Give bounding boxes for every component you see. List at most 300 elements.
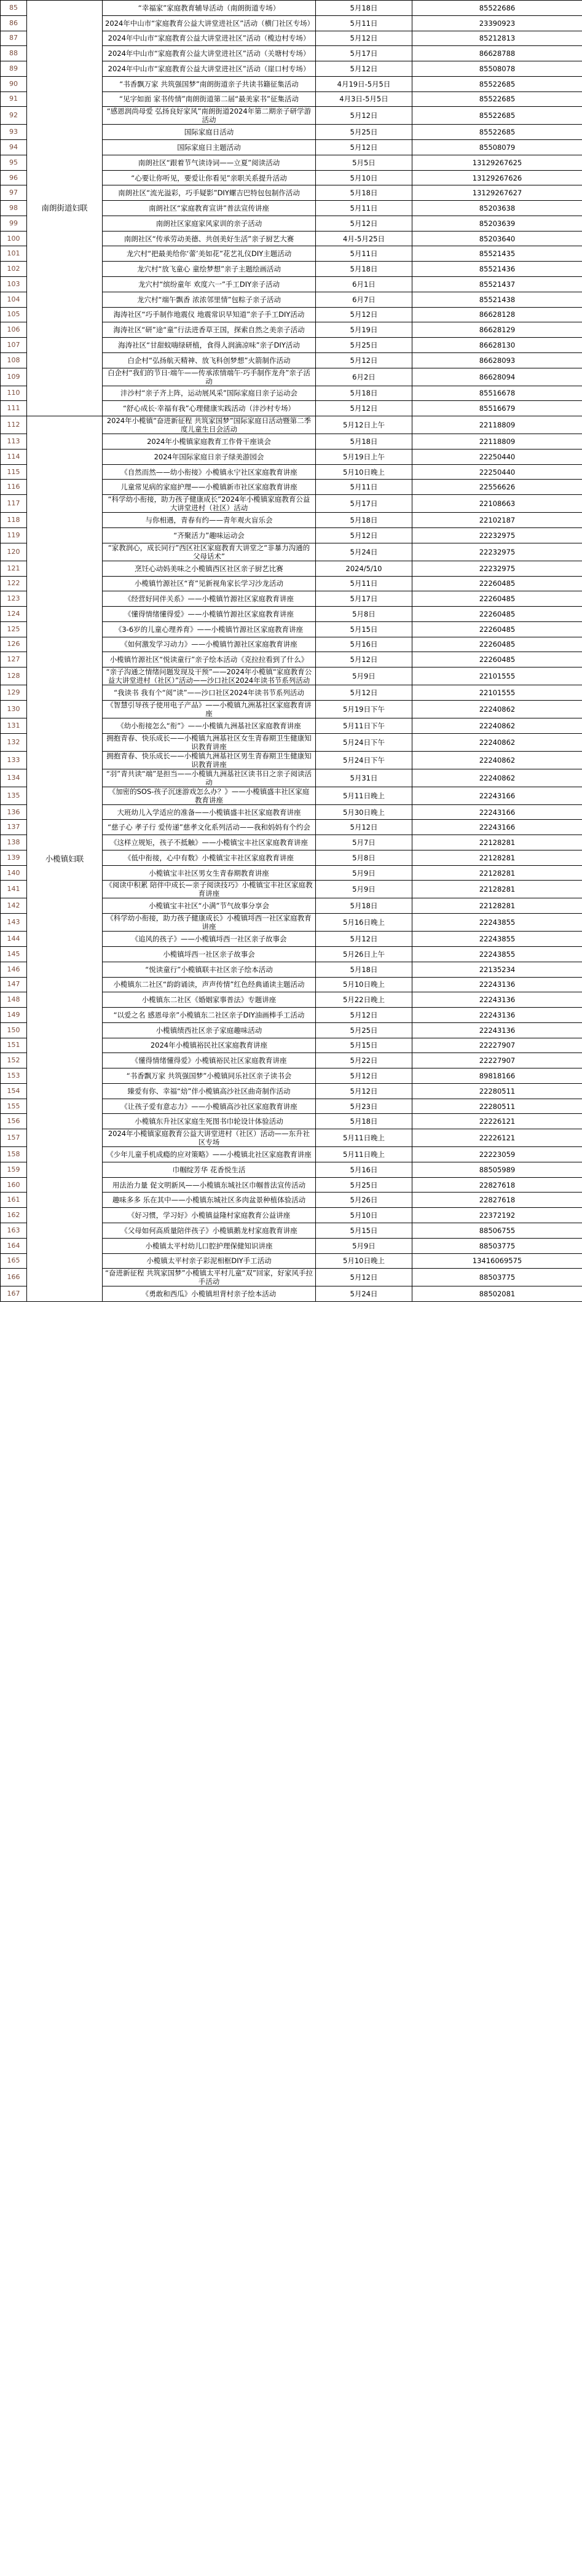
activity-name-cell: 烹饪心动妈美味之小榄镇西区社区亲子厨艺比赛 <box>103 561 316 576</box>
activity-name-cell: 巾帼绽芳华 花香悦生活 <box>103 1162 316 1177</box>
row-number-cell: 106 <box>1 322 27 338</box>
activity-date-cell: 5月12日 <box>316 1068 412 1084</box>
contact-phone-cell: 85203640 <box>412 231 582 246</box>
row-number-cell: 132 <box>1 733 27 751</box>
contact-phone-cell: 86628129 <box>412 322 582 338</box>
row-number-cell: 167 <box>1 1286 27 1302</box>
activity-date-cell: 5月25日 <box>316 1177 412 1193</box>
contact-phone-cell: 22226121 <box>412 1114 582 1129</box>
activity-date-cell: 5月9日 <box>316 667 412 685</box>
contact-phone-cell: 22227907 <box>412 1038 582 1053</box>
activity-name-cell: 小榄镇竹源社区“悦读童行”亲子绘本活动《克拉拉看到了什么》 <box>103 652 316 667</box>
row-number-cell: 105 <box>1 307 27 322</box>
contact-phone-cell: 85516679 <box>412 401 582 416</box>
contact-phone-cell: 22232975 <box>412 527 582 543</box>
contact-phone-cell: 88503775 <box>412 1238 582 1253</box>
row-number-cell: 137 <box>1 820 27 835</box>
contact-phone-cell: 22250440 <box>412 449 582 464</box>
activity-date-cell: 5月26日上午 <box>316 946 412 962</box>
activity-date-cell: 5月15日 <box>316 1038 412 1053</box>
activity-date-cell: 5月25日 <box>316 1022 412 1038</box>
contact-phone-cell: 13129267627 <box>412 185 582 201</box>
contact-phone-cell: 22128281 <box>412 865 582 881</box>
activity-name-cell: 白企村“我们的节日·端午——传承浓情端午·巧手制作龙舟”亲子活动 <box>103 368 316 386</box>
activity-date-cell: 5月11日晚上 <box>316 1147 412 1162</box>
activity-name-cell: “我读书 我有个“阅”读”——沙口社区2024年读书节系列活动 <box>103 685 316 701</box>
activity-name-cell: 拥抱青春、快乐成长——小榄镇九洲基社区女生青春期卫生健康知识教育讲座 <box>103 733 316 751</box>
activity-date-cell: 5月18日 <box>316 262 412 277</box>
activity-date-cell: 5月9日 <box>316 881 412 898</box>
row-number-cell: 100 <box>1 231 27 246</box>
organizer-cell: 小榄镇妇联 <box>27 416 103 1302</box>
row-number-cell: 127 <box>1 652 27 667</box>
activity-date-cell: 5月18日 <box>316 1 412 16</box>
contact-phone-cell: 22243166 <box>412 804 582 820</box>
contact-phone-cell: 22135234 <box>412 962 582 977</box>
activity-name-cell: “舒心成长·幸福有我”心理健康实践活动（沣沙村专场） <box>103 401 316 416</box>
activity-date-cell: 5月24日下午 <box>316 751 412 769</box>
activity-name-cell: 小榄镇太平村亲子彩泥相框DIY手工活动 <box>103 1253 316 1269</box>
contact-phone-cell: 22260485 <box>412 621 582 637</box>
contact-phone-cell: 85522685 <box>412 76 582 91</box>
activity-name-cell: 国际家庭日活动 <box>103 125 316 140</box>
contact-phone-cell: 22226121 <box>412 1129 582 1147</box>
activity-date-cell: 5月8日 <box>316 850 412 865</box>
activity-date-cell: 4月3日-5月5日 <box>316 91 412 107</box>
activity-name-cell: 《懂得情绪懂得爱》——小榄镇竹源社区家庭教育讲座 <box>103 607 316 622</box>
activity-date-cell: 5月31日 <box>316 769 412 787</box>
activity-name-cell: “见字如面 家书传情”南朗街道第二届“最美家书”征集活动 <box>103 91 316 107</box>
activity-name-cell: 《少年儿童手机成瘾的应对策略》——小榄镇北社区家庭教育讲座 <box>103 1147 316 1162</box>
activity-name-cell: 《经营好同伴关系》——小榄镇竹源社区家庭教育讲座 <box>103 591 316 607</box>
row-number-cell: 96 <box>1 170 27 185</box>
activity-date-cell: 5月18日 <box>316 185 412 201</box>
activity-date-cell: 5月12日 <box>316 820 412 835</box>
row-number-cell: 118 <box>1 513 27 528</box>
activity-name-cell: 2024年小榄镇家庭教育工作骨干座谈会 <box>103 434 316 449</box>
contact-phone-cell: 88506755 <box>412 1223 582 1239</box>
activity-name-cell: 《父母如何高质量陪伴孩子》小榄镇鹅龙村家庭教育讲座 <box>103 1223 316 1239</box>
row-number-cell: 111 <box>1 401 27 416</box>
contact-phone-cell: 85522685 <box>412 125 582 140</box>
activity-date-cell: 5月30日晚上 <box>316 804 412 820</box>
activity-name-cell: 《阅读中积累 陪伴中成长—亲子阅读技巧》小榄镇宝丰社区家庭教育讲座 <box>103 881 316 898</box>
contact-phone-cell: 22260485 <box>412 576 582 591</box>
activity-date-cell: 5月18日 <box>316 434 412 449</box>
activity-date-cell: 5月25日 <box>316 338 412 353</box>
contact-phone-cell: 88503775 <box>412 1269 582 1286</box>
row-number-cell: 155 <box>1 1099 27 1114</box>
activity-name-cell: 小榄镇太平村幼儿口腔护理保健知识讲座 <box>103 1238 316 1253</box>
activity-name-cell: 小榄镇东升社区家庭生死图书巾轮设计体验活动 <box>103 1114 316 1129</box>
activity-name-cell: 小榄镇东二社区《婚姻家事普法》专题讲座 <box>103 992 316 1008</box>
contact-phone-cell: 22118809 <box>412 416 582 434</box>
row-number-cell: 90 <box>1 76 27 91</box>
activity-name-cell: 南朗社区家庭家风家训的亲子活动 <box>103 216 316 231</box>
activity-name-cell: 2024年小榄镇家庭教育公益大讲堂进村（社区）活动——东升社区专场 <box>103 1129 316 1147</box>
contact-phone-cell: 22128281 <box>412 898 582 914</box>
activity-date-cell: 5月8日 <box>316 607 412 622</box>
activity-name-cell: 白企村“弘扬航天精神、放飞科创梦想”火箭制作活动 <box>103 352 316 368</box>
activity-date-cell: 5月11日 <box>316 576 412 591</box>
row-number-cell: 93 <box>1 125 27 140</box>
row-number-cell: 107 <box>1 338 27 353</box>
activity-name-cell: 南朗社区“流光溢彩，巧手疑影”DIY螺吉巴特包包制作活动 <box>103 185 316 201</box>
contact-phone-cell: 22128281 <box>412 835 582 850</box>
activity-date-cell: 5月15日 <box>316 1223 412 1239</box>
activity-name-cell: 2024年中山市“家庭教育公益大讲堂进社区”活动（崖口村专场） <box>103 61 316 77</box>
contact-phone-cell: 85516678 <box>412 386 582 401</box>
contact-phone-cell: 22260485 <box>412 591 582 607</box>
activity-name-cell: 《如何激发学习动力》——小榄镇竹源社区家庭教育讲座 <box>103 637 316 652</box>
row-number-cell: 125 <box>1 621 27 637</box>
row-number-cell: 114 <box>1 449 27 464</box>
activity-name-cell: 小榄镇埒西一社区亲子故事会 <box>103 946 316 962</box>
activity-date-cell: 5月12日 <box>316 1269 412 1286</box>
contact-phone-cell: 85522685 <box>412 91 582 107</box>
row-number-cell: 160 <box>1 1177 27 1193</box>
activity-date-cell: 4月-5月25日 <box>316 231 412 246</box>
activity-date-cell: 5月10日 <box>316 170 412 185</box>
activity-name-cell: 《这样立规矩，孩子不抵触》——小榄镇宝丰社区家庭教育讲座 <box>103 835 316 850</box>
activity-date-cell: 5月18日 <box>316 386 412 401</box>
activity-date-cell: 5月5日 <box>316 155 412 170</box>
contact-phone-cell: 22240862 <box>412 751 582 769</box>
contact-phone-cell: 22243855 <box>412 946 582 962</box>
row-number-cell: 140 <box>1 865 27 881</box>
activity-name-cell: 《幼小衔接怎么“衔”》——小榄镇九洲基社区家庭教育讲座 <box>103 718 316 733</box>
activity-name-cell: 《加密的SOS-孩子沉迷游戏怎么办？》——小榄镇盛丰社区家庭教育讲座 <box>103 787 316 804</box>
contact-phone-cell: 22101555 <box>412 667 582 685</box>
activity-date-cell: 5月19日下午 <box>316 700 412 718</box>
row-number-cell: 95 <box>1 155 27 170</box>
row-number-cell: 123 <box>1 591 27 607</box>
row-number-cell: 88 <box>1 46 27 61</box>
activity-date-cell: 5月12日 <box>316 307 412 322</box>
activity-name-cell: 小榄镇绩西社区亲子家庭趣味活动 <box>103 1022 316 1038</box>
activity-date-cell: 5月19日 <box>316 322 412 338</box>
activity-name-cell: 2024年中山市“家庭教育公益大讲堂进社区”活动（关塘村专场） <box>103 46 316 61</box>
contact-phone-cell: 85508078 <box>412 61 582 77</box>
activity-name-cell: 南朗社区“家庭教育宣讲”普法宣传讲座 <box>103 201 316 216</box>
row-number-cell: 103 <box>1 277 27 292</box>
activity-name-cell: 国际家庭日主题活动 <box>103 140 316 155</box>
activity-date-cell: 5月16日晚上 <box>316 914 412 932</box>
contact-phone-cell: 22240862 <box>412 769 582 787</box>
activity-date-cell: 5月17日 <box>316 591 412 607</box>
contact-phone-cell: 22223059 <box>412 1147 582 1162</box>
activity-date-cell: 5月11日晚上 <box>316 1129 412 1147</box>
activity-name-cell: “书香飘万家 共筑强国梦”小榄镇同乐社区亲子读书会 <box>103 1068 316 1084</box>
table-row <box>1 416 582 434</box>
activity-name-cell: “悦读童行”小榄镇联丰社区亲子绘本活动 <box>103 962 316 977</box>
activity-date-cell: 6月2日 <box>316 368 412 386</box>
row-number-cell: 92 <box>1 107 27 125</box>
activity-date-cell: 5月11日 <box>316 15 412 31</box>
activity-date-cell: 6月7日 <box>316 292 412 307</box>
contact-phone-cell: 22260485 <box>412 652 582 667</box>
activity-date-cell: 5月12日 <box>316 527 412 543</box>
activity-name-cell: 《自然而然——幼小衔接》小榄镇永宁社区家庭教育讲座 <box>103 464 316 480</box>
activity-date-cell: 5月18日 <box>316 898 412 914</box>
contact-phone-cell: 22101555 <box>412 685 582 701</box>
row-number-cell: 85 <box>1 1 27 16</box>
activity-date-cell: 5月12日 <box>316 140 412 155</box>
activity-table-body <box>1 1 582 1302</box>
activity-name-cell: “幸福家”家庭教育辅导活动（南朗街道专场） <box>103 1 316 16</box>
contact-phone-cell: 22240862 <box>412 700 582 718</box>
activity-date-cell: 5月22日晚上 <box>316 992 412 1008</box>
activity-date-cell: 5月24日下午 <box>316 733 412 751</box>
contact-phone-cell: 22240862 <box>412 733 582 751</box>
activity-date-cell: 5月12日 <box>316 401 412 416</box>
activity-name-cell: 《智慧引导孩子使用电子产品》——小榄镇九洲基社区家庭教育讲座 <box>103 700 316 718</box>
row-number-cell: 165 <box>1 1253 27 1269</box>
activity-name-cell: 《勇敢和西瓜》小榄镇坦背村亲子绘本活动 <box>103 1286 316 1302</box>
activity-date-cell: 5月18日 <box>316 513 412 528</box>
row-number-cell: 156 <box>1 1114 27 1129</box>
row-number-cell: 143 <box>1 914 27 932</box>
activity-date-cell: 5月11日 <box>316 201 412 216</box>
row-number-cell: 91 <box>1 91 27 107</box>
row-number-cell: 136 <box>1 804 27 820</box>
contact-phone-cell: 13416069575 <box>412 1253 582 1269</box>
contact-phone-cell: 86628128 <box>412 307 582 322</box>
row-number-cell: 149 <box>1 1008 27 1023</box>
activity-name-cell: 海涛社区“巧手制作地震仪 地震常识早知道”亲子手工DIY活动 <box>103 307 316 322</box>
row-number-cell: 130 <box>1 700 27 718</box>
activity-name-cell: “羽”青共读“端”是担当——小榄镇九洲基社区读书日之亲子阅读活动 <box>103 769 316 787</box>
activity-name-cell: 拥抱青春、快乐成长——小榄镇九洲基社区男生青春期卫生健康知识教育讲座 <box>103 751 316 769</box>
row-number-cell: 122 <box>1 576 27 591</box>
contact-phone-cell: 22243136 <box>412 1008 582 1023</box>
activity-date-cell: 5月9日 <box>316 1238 412 1253</box>
contact-phone-cell: 85522686 <box>412 1 582 16</box>
row-number-cell: 135 <box>1 787 27 804</box>
activity-name-cell: “心要让你听见，要爱让你看见”亲职关系提升活动 <box>103 170 316 185</box>
row-number-cell: 153 <box>1 1068 27 1084</box>
contact-phone-cell: 22232975 <box>412 543 582 561</box>
row-number-cell: 134 <box>1 769 27 787</box>
activity-name-cell: 小榄镇东二社区“韵韵诵读，声声传情”红色经典诵读主题活动 <box>103 977 316 992</box>
activity-date-cell: 5月11日 <box>316 246 412 262</box>
row-number-cell: 101 <box>1 246 27 262</box>
row-number-cell: 141 <box>1 881 27 898</box>
contact-phone-cell: 23390923 <box>412 15 582 31</box>
contact-phone-cell: 88505989 <box>412 1162 582 1177</box>
activity-name-cell: 用法治力量 促文明新风——小榄镇东城社区巾帼普法宣传活动 <box>103 1177 316 1193</box>
row-number-cell: 119 <box>1 527 27 543</box>
contact-phone-cell: 22827618 <box>412 1193 582 1208</box>
contact-phone-cell: 22243136 <box>412 1022 582 1038</box>
contact-phone-cell: 22250440 <box>412 464 582 480</box>
row-number-cell: 157 <box>1 1129 27 1147</box>
activity-name-cell: 2024年中山市“家庭教育公益大讲堂进社区”活动（横门社区专场） <box>103 15 316 31</box>
activity-name-cell: 《追风的孩子》——小榄镇埒西一社区亲子故事会 <box>103 932 316 947</box>
row-number-cell: 97 <box>1 185 27 201</box>
activity-date-cell: 5月24日 <box>316 543 412 561</box>
activity-date-cell: 5月18日 <box>316 962 412 977</box>
activity-date-cell: 2024/5/10 <box>316 561 412 576</box>
row-number-cell: 158 <box>1 1147 27 1162</box>
row-number-cell: 128 <box>1 667 27 685</box>
contact-phone-cell: 22243166 <box>412 820 582 835</box>
row-number-cell: 109 <box>1 368 27 386</box>
activity-date-cell: 5月11日晚上 <box>316 787 412 804</box>
activity-date-cell: 5月12日 <box>316 61 412 77</box>
activity-name-cell: 《让孩子爱有意志力》——小榄镇高沙社区家庭教育讲座 <box>103 1099 316 1114</box>
activity-date-cell: 5月12日 <box>316 107 412 125</box>
row-number-cell: 117 <box>1 495 27 513</box>
activity-name-cell: 《好习惯，学习好》小榄镇益隆村家庭教育公益讲座 <box>103 1208 316 1223</box>
activity-date-cell: 5月26日 <box>316 1193 412 1208</box>
contact-phone-cell: 22102187 <box>412 513 582 528</box>
activity-date-cell: 5月12日 <box>316 352 412 368</box>
activity-name-cell: 2024年中山市“家庭教育公益大讲堂进社区”活动（榄边村专场） <box>103 31 316 46</box>
contact-phone-cell: 22128281 <box>412 881 582 898</box>
row-number-cell: 121 <box>1 561 27 576</box>
activity-name-cell: 南朗社区“跟着节气读诗词——立夏”阅读活动 <box>103 155 316 170</box>
activity-name-cell: 龙穴村“缤纷童年 欢度六一”手工DIY亲子活动 <box>103 277 316 292</box>
contact-phone-cell: 86628094 <box>412 368 582 386</box>
row-number-cell: 164 <box>1 1238 27 1253</box>
activity-date-cell: 5月10日 <box>316 1208 412 1223</box>
row-number-cell: 151 <box>1 1038 27 1053</box>
row-number-cell: 99 <box>1 216 27 231</box>
activity-name-cell: 儿童常见病的家庭护理——小榄镇新市社区家庭教育讲座 <box>103 480 316 495</box>
row-number-cell: 159 <box>1 1162 27 1177</box>
activity-date-cell: 5月9日 <box>316 865 412 881</box>
contact-phone-cell: 22118809 <box>412 434 582 449</box>
contact-phone-cell: 22243166 <box>412 787 582 804</box>
activity-name-cell: “感恩润尚母爱 弘扬良好家风”南朗街道2024年第二期亲子研学游活动 <box>103 107 316 125</box>
activity-name-cell: 龙穴村“放飞童心 童绘梦想”亲子主题绘画活动 <box>103 262 316 277</box>
activity-name-cell: 龙穴村“把最美给你‘蕾’美如花”花艺礼仪DIY主题活动 <box>103 246 316 262</box>
contact-phone-cell: 85521437 <box>412 277 582 292</box>
row-number-cell: 124 <box>1 607 27 622</box>
row-number-cell: 162 <box>1 1208 27 1223</box>
activity-name-cell: “书香飘万家 共筑强国梦”南朗街道亲子共读书籍征集活动 <box>103 76 316 91</box>
row-number-cell: 102 <box>1 262 27 277</box>
activity-date-cell: 5月12日 <box>316 652 412 667</box>
row-number-cell: 142 <box>1 898 27 914</box>
activity-date-cell: 5月19日上午 <box>316 449 412 464</box>
row-number-cell: 145 <box>1 946 27 962</box>
row-number-cell: 108 <box>1 352 27 368</box>
contact-phone-cell: 22243855 <box>412 932 582 947</box>
row-number-cell: 131 <box>1 718 27 733</box>
activity-name-cell: 小榄镇宝丰社区男女生青春期教育讲座 <box>103 865 316 881</box>
row-number-cell: 154 <box>1 1083 27 1099</box>
row-number-cell: 139 <box>1 850 27 865</box>
activity-name-cell: “亲子沟通之情绪问题发现及干预”——2024年小榄镇“家庭教育公益大讲堂进村（社区）”活动——沙口社区2024年读书节系列活动 <box>103 667 316 685</box>
activity-date-cell: 5月16日 <box>316 637 412 652</box>
activity-date-cell: 5月10日晚上 <box>316 977 412 992</box>
row-number-cell: 115 <box>1 464 27 480</box>
row-number-cell: 133 <box>1 751 27 769</box>
contact-phone-cell: 85521436 <box>412 262 582 277</box>
activity-date-cell: 5月12日 <box>316 932 412 947</box>
activity-name-cell: “以爱之名 感恩母亲”小榄镇东二社区亲子DIY油画棒手工活动 <box>103 1008 316 1023</box>
contact-phone-cell: 85522685 <box>412 107 582 125</box>
row-number-cell: 86 <box>1 15 27 31</box>
contact-phone-cell: 88502081 <box>412 1286 582 1302</box>
contact-phone-cell: 13129267625 <box>412 155 582 170</box>
row-number-cell: 166 <box>1 1269 27 1286</box>
contact-phone-cell: 85203639 <box>412 216 582 231</box>
activity-name-cell: “慈子心 孝子行 爱传递”慈孝文化系列活动——我和妈妈有个约会 <box>103 820 316 835</box>
organizer-cell: 南朗街道妇联 <box>27 1 103 416</box>
activity-date-cell: 5月17日 <box>316 46 412 61</box>
activity-date-cell: 6月1日 <box>316 277 412 292</box>
activity-date-cell: 5月17日 <box>316 495 412 513</box>
row-number-cell: 144 <box>1 932 27 947</box>
contact-phone-cell: 22556626 <box>412 480 582 495</box>
activity-date-cell: 5月23日 <box>316 1099 412 1114</box>
contact-phone-cell: 22108663 <box>412 495 582 513</box>
contact-phone-cell: 22260485 <box>412 637 582 652</box>
row-number-cell: 94 <box>1 140 27 155</box>
activity-name-cell: “科学幼小衔接，助力孩子健康成长”2024年小榄镇家庭教育公益大讲堂进村（社区）活动 <box>103 495 316 513</box>
activity-name-cell: 2024年小榄镇裕民社区家庭教育讲座 <box>103 1038 316 1053</box>
row-number-cell: 116 <box>1 480 27 495</box>
activity-name-cell: “齐聚活力”趣味运动会 <box>103 527 316 543</box>
row-number-cell: 146 <box>1 962 27 977</box>
row-number-cell: 147 <box>1 977 27 992</box>
row-number-cell: 98 <box>1 201 27 216</box>
contact-phone-cell: 22243855 <box>412 914 582 932</box>
contact-phone-cell: 22827618 <box>412 1177 582 1193</box>
table-row <box>1 1 582 16</box>
contact-phone-cell: 85212813 <box>412 31 582 46</box>
contact-phone-cell: 22372192 <box>412 1208 582 1223</box>
contact-phone-cell: 22128281 <box>412 850 582 865</box>
activity-name-cell: “奋进新征程 共筑家国梦”小榄镇太平村儿童“双”回家，好家风手拉手活动 <box>103 1269 316 1286</box>
row-number-cell: 120 <box>1 543 27 561</box>
contact-phone-cell: 86628093 <box>412 352 582 368</box>
activity-date-cell: 5月24日 <box>316 1286 412 1302</box>
activity-date-cell: 5月12日 <box>316 31 412 46</box>
contact-phone-cell: 22280511 <box>412 1099 582 1114</box>
activity-date-cell: 5月22日 <box>316 1053 412 1068</box>
contact-phone-cell: 89818166 <box>412 1068 582 1084</box>
activity-name-cell: 臻爱有你、幸福“焙”伴小榄镇高沙社区曲奇制作活动 <box>103 1083 316 1099</box>
activity-date-cell: 5月12日 <box>316 1083 412 1099</box>
activity-name-cell: 大班幼儿入学适应的准备——小榄镇盛丰社区家庭教育讲座 <box>103 804 316 820</box>
row-number-cell: 152 <box>1 1053 27 1068</box>
activity-date-cell: 5月11日下午 <box>316 718 412 733</box>
activity-name-cell: 《科学幼小衔接，助力孩子健康成长》小榄镇埒西一社区家庭教育讲座 <box>103 914 316 932</box>
contact-phone-cell: 22243136 <box>412 992 582 1008</box>
activity-name-cell: 小榄镇竹源社区“育”见新视角家长学习沙龙活动 <box>103 576 316 591</box>
activity-name-cell: 海涛社区“研”途“童”行法进香草王国，探索自然之美亲子活动 <box>103 322 316 338</box>
row-number-cell: 150 <box>1 1022 27 1038</box>
contact-phone-cell: 85508079 <box>412 140 582 155</box>
activity-name-cell: 龙穴村“端午飘香 浓浓邻里情”包粽子亲子活动 <box>103 292 316 307</box>
row-number-cell: 104 <box>1 292 27 307</box>
activity-name-cell: 趣味多多 乐在其中——小榄镇东城社区多肉盆景种植体验活动 <box>103 1193 316 1208</box>
row-number-cell: 87 <box>1 31 27 46</box>
row-number-cell: 163 <box>1 1223 27 1239</box>
contact-phone-cell: 22240862 <box>412 718 582 733</box>
activity-name-cell: 小榄镇宝丰社区“小满”节气故事分享会 <box>103 898 316 914</box>
activity-date-cell: 5月12日 <box>316 1008 412 1023</box>
activity-name-cell: 2024年小榄镇“奋进新征程 共筑家国梦”国际家庭日活动暨第二季度儿童生日会活动 <box>103 416 316 434</box>
activity-date-cell: 5月11日 <box>316 480 412 495</box>
activity-name-cell: “家教润心，成长同行”西区社区家庭教育大讲堂之“非暴力沟通的父母话术” <box>103 543 316 561</box>
activity-name-cell: 《3-6岁的儿童心理养育》——小榄镇竹源社区家庭教育讲座 <box>103 621 316 637</box>
activity-name-cell: 《低中衔接，心中有数》小榄镇宝丰社区家庭教育讲座 <box>103 850 316 865</box>
